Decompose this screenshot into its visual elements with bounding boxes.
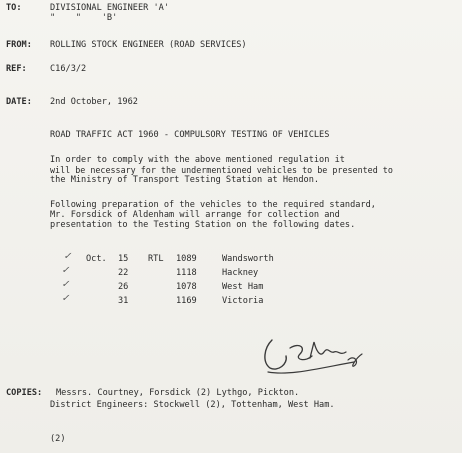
para2-line2: Mr. Forsdick of Aldenham will arrange for collection and [50, 210, 340, 220]
tick-mark-icon: ✓ [62, 277, 69, 290]
handwritten-signature [250, 318, 380, 388]
date-label: DATE: [6, 97, 32, 107]
schedule-garage: Victoria [222, 296, 264, 306]
schedule-fleet: 1118 [176, 268, 197, 278]
ref-value: C16/3/2 [50, 64, 87, 74]
to-recipient-2: " " 'B' [50, 13, 118, 23]
copies-label: COPIES: [6, 388, 43, 398]
tick-mark-icon: ✓ [62, 291, 69, 304]
schedule-day: 22 [118, 268, 129, 278]
from-value: ROLLING STOCK ENGINEER (ROAD SERVICES) [50, 40, 247, 50]
page-marker: (2) [50, 434, 66, 444]
date-value: 2nd October, 1962 [50, 97, 138, 107]
para2-line3: presentation to the Testing Station on the following dates. [50, 220, 356, 230]
schedule-garage: Wandsworth [222, 254, 274, 264]
schedule-fleet: 1078 [176, 282, 197, 292]
para1-line1: In order to comply with the above mentioned regulation it [50, 155, 345, 165]
schedule-day: 26 [118, 282, 129, 292]
tick-mark-icon: ✓ [64, 249, 71, 262]
copies-line1: Messrs. Courtney, Forsdick (2) Lythgo, Pickton. [56, 388, 300, 398]
to-recipient-1: DIVISIONAL ENGINEER 'A' [50, 3, 169, 13]
schedule-fleet: 1169 [176, 296, 197, 306]
subject-line: ROAD TRAFFIC ACT 1960 - COMPULSORY TESTING OF VEHICLES [50, 130, 330, 140]
ref-label: REF: [6, 64, 27, 74]
tick-mark-icon: ✓ [62, 263, 69, 276]
schedule-garage: West Ham [222, 282, 264, 292]
copies-line2: District Engineers: Stockwell (2), Tottenham, West Ham. [50, 400, 335, 410]
schedule-month: Oct. [86, 254, 107, 264]
to-label: TO: [6, 3, 22, 13]
schedule-fleet: 1089 [176, 254, 197, 264]
para1-line3: the Ministry of Transport Testing Station at Hendon. [50, 175, 320, 185]
schedule-class: RTL [148, 254, 164, 264]
from-label: FROM: [6, 40, 32, 50]
schedule-day: 15 [118, 254, 129, 264]
schedule-garage: Hackney [222, 268, 259, 278]
para1-line2: will be necessary for the undermentioned vehicles to be presented to [50, 165, 393, 175]
schedule-day: 31 [118, 296, 129, 306]
para2-line1: Following preparation of the vehicles to the required standard, [50, 200, 376, 210]
